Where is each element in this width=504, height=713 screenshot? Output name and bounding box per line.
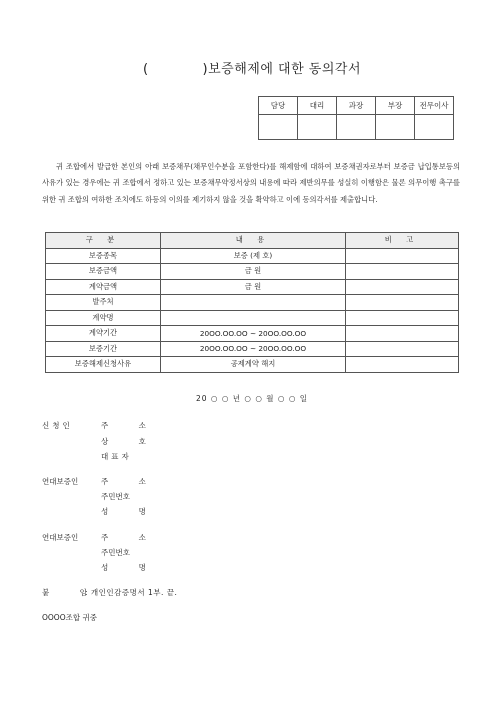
row-label: 보증해제신청사유 bbox=[46, 357, 161, 373]
consent-paragraph: 귀 조합에서 발급한 본인의 아래 보증채무(채무인수분을 포함한다)를 해제함에 대하여 보증채권자로부터 보증금 납입통보등의 사유가 있는 경우에는 귀 조합에서 정하고 있는 보증채무약정서상의 내용에 따라 제반의무를 성실히 이행함은 물론 의무이행 촉구를 위한 귀 조합의 여하한 조치에도 하등의 이의를 제기하지 않을 것을 확약하고 이에 동의각서를 제출합니다. bbox=[42, 162, 460, 204]
table-row bbox=[46, 326, 459, 342]
table-row bbox=[46, 248, 459, 264]
row-content: 20OO.OO.OO ~ 20OO.OO.OO bbox=[161, 326, 346, 342]
row-label: 보증종목 bbox=[46, 248, 161, 264]
row-note bbox=[346, 264, 459, 280]
table-row bbox=[46, 310, 459, 326]
row-content: 금 원 bbox=[161, 279, 346, 295]
guarantor2-field-address: 주 소 bbox=[101, 533, 160, 542]
row-content bbox=[161, 310, 346, 326]
table-row bbox=[46, 279, 459, 295]
row-content: 보증 (제 호) bbox=[161, 248, 346, 264]
info-header: 내 용 bbox=[161, 233, 346, 249]
row-label: 보증금액 bbox=[46, 264, 161, 280]
approval-header: 담당 bbox=[259, 97, 298, 115]
table-row bbox=[46, 341, 459, 357]
guarantor2-field-name: 성 명 bbox=[101, 563, 160, 572]
document-date: 20 ○ ○ 년 ○ ○ 월 ○ ○ 일 bbox=[196, 394, 308, 403]
row-label: 발주처 bbox=[46, 295, 161, 311]
guarantor1-field-resident-number: 주민번호 bbox=[101, 492, 130, 501]
row-content: 금 원 bbox=[161, 264, 346, 280]
row-content: 공제계약 해지 bbox=[161, 357, 346, 373]
approval-sign-cell bbox=[415, 115, 454, 140]
table-row bbox=[46, 295, 459, 311]
guarantor1-label: 연대보증인 bbox=[42, 477, 79, 486]
approval-header-row bbox=[259, 97, 454, 115]
guarantor1-field-address: 주 소 bbox=[101, 477, 160, 486]
attachment-label: 붙 임 bbox=[42, 588, 101, 597]
approval-sign-cell bbox=[337, 115, 376, 140]
info-header-row bbox=[46, 233, 459, 249]
applicant-field-company: 상 호 bbox=[101, 437, 160, 446]
approval-sign-cell bbox=[259, 115, 298, 140]
title-open-paren: ( bbox=[142, 62, 149, 77]
row-note bbox=[346, 326, 459, 342]
row-note bbox=[346, 310, 459, 326]
row-note bbox=[346, 295, 459, 311]
row-label: 계약금액 bbox=[46, 279, 161, 295]
row-label: 보증기간 bbox=[46, 341, 161, 357]
approval-header: 부장 bbox=[376, 97, 415, 115]
row-note bbox=[346, 279, 459, 295]
row-note bbox=[346, 357, 459, 373]
info-header: 비 고 bbox=[346, 233, 459, 249]
approval-sign-cell bbox=[298, 115, 337, 140]
row-content bbox=[161, 295, 346, 311]
guarantor2-label: 연대보증인 bbox=[42, 533, 79, 542]
table-row bbox=[46, 357, 459, 373]
approval-table bbox=[258, 96, 454, 140]
row-note bbox=[346, 248, 459, 264]
row-label: 계약명 bbox=[46, 310, 161, 326]
table-row bbox=[46, 264, 459, 280]
recipient: OOOO조합 귀중 bbox=[42, 613, 97, 622]
document-title bbox=[0, 58, 504, 77]
guarantor1-field-name: 성 명 bbox=[101, 507, 160, 516]
row-label: 계약기간 bbox=[46, 326, 161, 342]
approval-header: 대리 bbox=[298, 97, 337, 115]
applicant-label: 신청인 bbox=[42, 421, 73, 430]
row-note bbox=[346, 341, 459, 357]
approval-sign-row bbox=[259, 115, 454, 140]
title-text: )보증해제에 대한 동의각서 bbox=[202, 62, 362, 77]
attachment-text: : 개인인감증명서 1부. 끝. bbox=[85, 588, 178, 597]
approval-sign-cell bbox=[376, 115, 415, 140]
approval-header: 과장 bbox=[337, 97, 376, 115]
applicant-field-address: 주 소 bbox=[101, 421, 160, 430]
guarantee-info-table bbox=[45, 232, 459, 373]
row-content: 20OO.OO.OO ~ 20OO.OO.OO bbox=[161, 341, 346, 357]
guarantor2-field-resident-number: 주민번호 bbox=[101, 548, 130, 557]
applicant-field-representative: 대표자 bbox=[101, 452, 132, 461]
info-header: 구 분 bbox=[46, 233, 161, 249]
approval-header: 전무이사 bbox=[415, 97, 454, 115]
